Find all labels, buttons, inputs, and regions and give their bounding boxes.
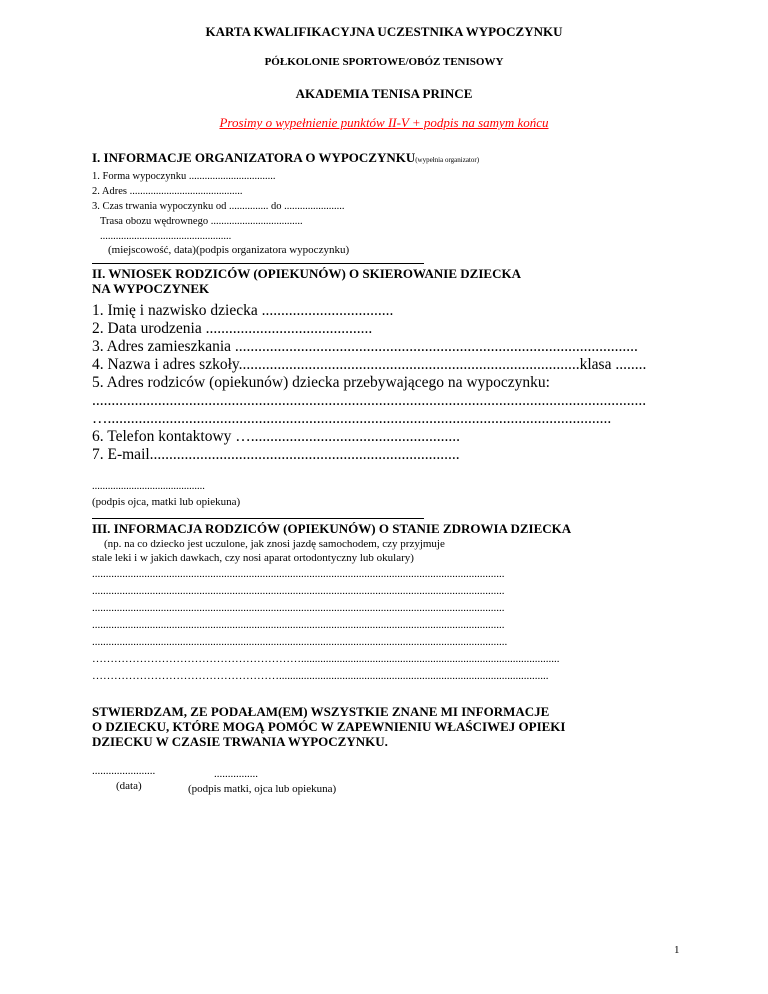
- birth-date-field: 2. Data urodzenia ...........................................: [92, 320, 373, 337]
- divider: [92, 518, 424, 519]
- declaration-line: O DZIECKU, KTÓRE MOGĄ POMÓC W ZAPEWNIENIU WŁAŚCIWEJ OPIEKI: [92, 719, 566, 734]
- divider: [92, 263, 424, 264]
- health-info-line: …………………………………………………..............................................................................................: [92, 653, 560, 665]
- organizer-name: AKADEMIA TENISA PRINCE: [295, 86, 473, 101]
- health-info-line: ......................................................................................................................................................: [92, 568, 505, 580]
- health-info-line: .......................................................................................................................................................: [92, 636, 508, 648]
- section1-line: 3. Czas trwania wypoczynku od ............... do .......................: [92, 201, 345, 212]
- page-number: 1: [674, 944, 680, 956]
- health-info-line: ……………………………………………..................................................................................................: [92, 670, 549, 682]
- fill-in-notice: Prosimy o wypełnienie punktów II-V + podpis na samym końcu: [219, 115, 549, 130]
- section2-heading-line1: II. WNIOSEK RODZICÓW (OPIEKUNÓW) O SKIEROWANIE DZIECKA: [92, 266, 521, 281]
- parents-address-label: 5. Adres rodziców (opiekunów) dziecka przebywającego na wypoczynku:: [92, 374, 550, 391]
- health-info-line: ......................................................................................................................................................: [92, 602, 505, 614]
- section1-line: 1. Forma wypoczynku .................................: [92, 171, 276, 182]
- section3-heading: III. INFORMACJA RODZICÓW (OPIEKUNÓW) O STANIE ZDROWIA DZIECKA: [92, 521, 572, 536]
- date-label: (data): [116, 780, 142, 792]
- signature-label: (podpis matki, ojca lub opiekuna): [188, 783, 337, 795]
- section1-heading-note: (wypełnia organizator): [415, 156, 480, 164]
- section1-line: ..................................................: [100, 231, 232, 242]
- phone-field: 6. Telefon kontaktowy …......................................................: [92, 428, 461, 445]
- parent-signature-dots: ...........................................: [92, 481, 205, 492]
- health-info-line: ......................................................................................................................................................: [92, 619, 505, 631]
- section1-heading-text: I. INFORMACJE ORGANIZATORA O WYPOCZYNKU: [92, 150, 416, 165]
- date-dots: .......................: [92, 765, 156, 777]
- section3-subtext: (np. na co dziecko jest uczulone, jak znosi jazdę samochodem, czy przyjmuje: [104, 538, 445, 550]
- parents-address-line: …..................................................................................................................................: [92, 410, 612, 427]
- section1-line: Trasa obozu wędrownego ...................................: [100, 216, 303, 227]
- school-field: 4. Nazwa i adres szkoły........................................................................................klasa ........: [92, 356, 647, 373]
- section3-subtext: stale leki i w jakich dawkach, czy nosi aparat ortodontyczny lub okulary): [92, 552, 414, 564]
- parents-address-line: ...............................................................................................................................................: [92, 392, 647, 409]
- email-field: 7. E-mail................................................................................: [92, 446, 460, 463]
- section2-heading-line2: NA WYPOCZYNEK: [92, 281, 210, 296]
- health-info-line: ......................................................................................................................................................: [92, 585, 505, 597]
- declaration-line: DZIECKU W CZASIE TRWANIA WYPOCZYNKU.: [92, 734, 388, 749]
- section1-signature-label: (miejscowość, data)(podpis organizatora wypoczynku): [108, 244, 350, 256]
- document-subtitle: PÓŁKOLONIE SPORTOWE/OBÓZ TENISOWY: [264, 56, 504, 68]
- document-title: KARTA KWALIFIKACYJNA UCZESTNIKA WYPOCZYNKU: [205, 24, 563, 39]
- section1-line: 2. Adres ...........................................: [92, 186, 243, 197]
- signature-dots: ................: [214, 768, 258, 780]
- parent-signature-label: (podpis ojca, matki lub opiekuna): [92, 496, 241, 508]
- section1-heading: [92, 150, 479, 166]
- home-address-field: 3. Adres zamieszkania ........................................................................................................: [92, 338, 638, 355]
- child-name-field: 1. Imię i nazwisko dziecka ..................................: [92, 302, 394, 319]
- declaration-line: STWIERDZAM, ZE PODAŁAM(EM) WSZYSTKIE ZNANE MI INFORMACJE: [92, 704, 550, 719]
